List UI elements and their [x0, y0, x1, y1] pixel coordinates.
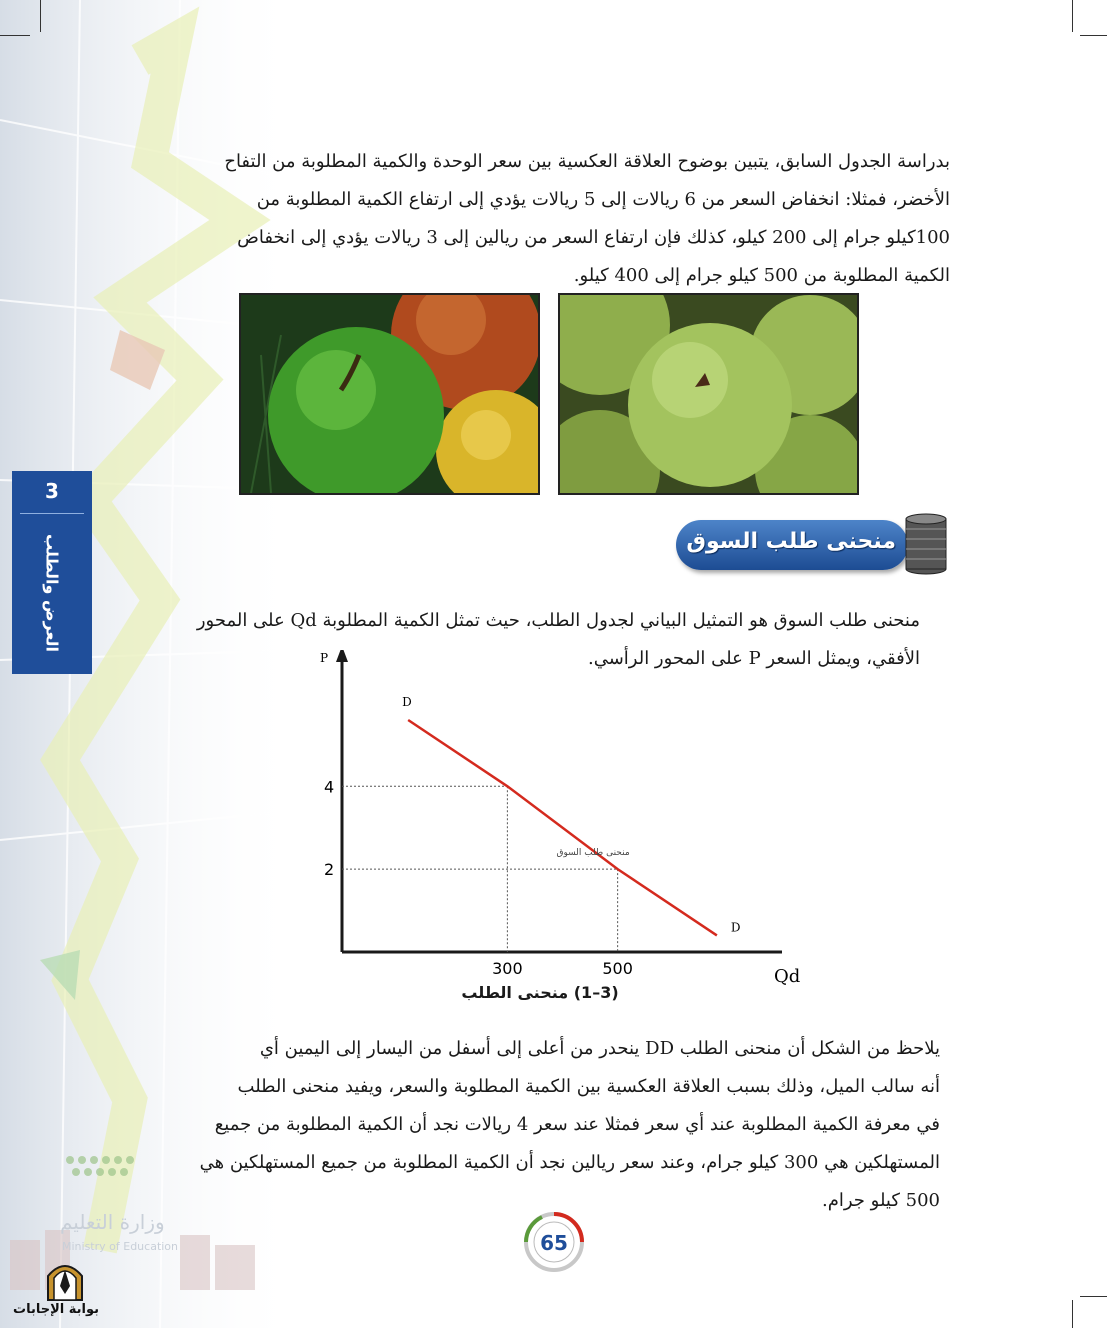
crop-mark: [40, 0, 41, 32]
text-line: الكمية المطلوبة من 500 كيلو جرام إلى 400 كيلو.: [573, 265, 950, 286]
chapter-number: 3: [45, 479, 59, 503]
portal-logo-icon: [40, 1256, 90, 1302]
section-banner: [676, 520, 908, 570]
demand-curve-chart: [300, 650, 820, 1000]
explanation-paragraph: [150, 1030, 940, 1220]
text-line: الأخضر، فمثلا: انخفاض السعر من 6 ريالات إلى 5 ريالات يؤدي إلى ارتفاع الكمية المطلوبة من: [256, 189, 950, 210]
apples-photo-green: [558, 293, 859, 495]
text-line: 100كيلو جرام إلى 200 كيلو، كذلك فإن ارتفاع السعر من ريالين إلى 3 ريالات يؤدي إلى انخفاض: [237, 227, 950, 248]
figure-caption: (3–1) منحنى الطلب: [461, 983, 619, 1002]
crop-mark: [1080, 35, 1107, 36]
portal-name: بوابة الإجابات: [13, 1302, 99, 1317]
crop-mark: [0, 35, 30, 36]
intro-paragraph: [160, 143, 950, 295]
y-axis-label: P: [320, 651, 329, 665]
crop-mark: [1072, 0, 1073, 32]
apples-photo-mixed: [239, 293, 540, 495]
ministry-name-en: Ministry of Education: [62, 1240, 179, 1253]
page-number-badge: [522, 1210, 586, 1274]
y-axis-arrow: [336, 650, 348, 662]
crop-mark: [1080, 1296, 1107, 1297]
x-tick-label: 500: [602, 959, 633, 978]
series-annotation: منحنى طلب السوق: [556, 848, 630, 859]
curve-label-start: D: [402, 695, 412, 709]
coin-stack-icon: [900, 505, 952, 577]
text-line: بدراسة الجدول السابق، يتبين بوضوح العلاقة العكسية بين سعر الوحدة والكمية المطلوبة من التفاح: [224, 151, 950, 172]
text-line: المستهلكين هي 300 كيلو جرام، وعند سعر ريالين نجد أن الكمية المطلوبة من جميع المستهلكين هي: [199, 1152, 940, 1173]
ministry-name-ar: وزارة التعليم: [60, 1210, 165, 1234]
crop-mark: [1072, 1300, 1073, 1328]
y-tick-label: 4: [324, 777, 335, 797]
text-line: الأفقي، ويمثل السعر P على المحور الرأسي.: [587, 648, 920, 669]
chapter-side-tab: [12, 471, 92, 674]
demand-curve-line: [408, 720, 717, 935]
y-tick-label: 2: [324, 860, 335, 880]
text-line: يلاحظ من الشكل أن منحنى الطلب DD ينحدر من أعلى إلى أسفل من اليسار إلى اليمين أي: [259, 1038, 940, 1059]
page-number: 65: [540, 1231, 568, 1255]
text-line: في معرفة الكمية المطلوبة عند أي سعر فمثلا عند سعر 4 ريالات نجد أن الكمية المطلوبة من جميع: [214, 1114, 940, 1135]
x-tick-label: 300: [492, 959, 523, 978]
section-title: منحنى طلب السوق: [686, 529, 896, 554]
curve-label-end: D: [730, 920, 741, 935]
text-line: منحنى طلب السوق هو التمثيل البياني لجدول الطلب، حيث تمثل الكمية المطلوبة Qd على المحور: [196, 610, 920, 631]
divider: [20, 513, 84, 514]
text-line: 500 كيلو جرام.: [822, 1190, 940, 1211]
chapter-title: العرض والطلب: [42, 533, 62, 653]
x-axis-label: Qd: [774, 966, 801, 987]
text-line: أنه سالب الميل، وذلك بسبب العلاقة العكسية بين الكمية المطلوبة والسعر، ويفيد منحنى الطلب: [237, 1076, 940, 1097]
